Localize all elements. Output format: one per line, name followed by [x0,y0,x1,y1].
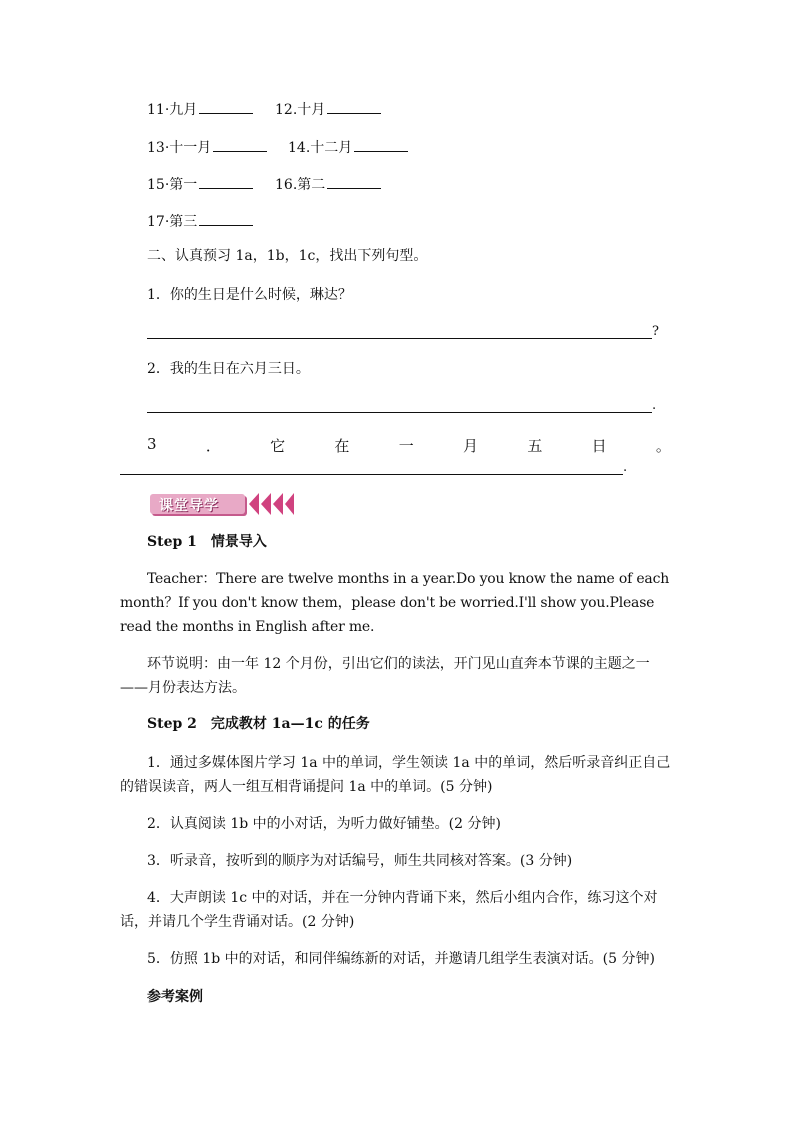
vocab-number: 17 [147,214,165,230]
vocab-item: 15·第一 [147,174,253,194]
step-title: Step 2 完成教材 1a—1c 的任务 [147,716,370,732]
char: 月 [463,437,479,455]
answer-line[interactable] [147,412,652,413]
vocab-word: 第二 [297,177,326,193]
char: 日 [591,437,607,455]
char: 在 [334,437,350,455]
chevron-left-icon [261,493,271,515]
vocab-item: 12.十月 [275,99,381,119]
answer-blank[interactable] [199,99,253,114]
char: 一 [398,437,414,455]
chevron-left-icon [273,493,283,515]
task-item: 2．认真阅读 1b 中的小对话，为听力做好铺垫。(2 分钟) [147,816,501,832]
char: ． [205,437,221,455]
section-banner [150,492,290,516]
vocab-item: 17·第三 [147,211,253,231]
answer-blank[interactable] [199,211,253,226]
vocab-number: 13 [147,140,165,156]
teacher-paragraph: Teacher：There are twelve months in a year.Do you know the name of each month？If you don't know them，please don't be worried.I'll show you.Please read the months in English after me. [120,571,670,635]
chevron-left-icon [249,493,259,515]
vocab-number: 12 [275,102,293,118]
vocab-word: 十一月 [169,140,212,156]
answer-blank[interactable] [327,174,381,189]
task-item: 4．大声朗读 1c 中的对话，并在一分钟内背诵下来，然后小组内合作，练习这个对话，并请几个学生背诵对话。(2 分钟) [120,890,658,930]
line-end-mark: . [652,398,657,413]
sentence-prompt-spread [147,435,671,456]
sentence-prompt: 1．你的生日是什么时候，琳达？ [147,287,352,303]
banner-label: 课堂导学 [159,498,219,514]
vocab-number: 11 [147,102,165,118]
vocab-word: 第一 [169,177,198,193]
step-title: Step 1 情景导入 [147,534,267,550]
vocab-word: 九月 [169,102,198,118]
chevron-left-icon [285,493,294,515]
vocab-number: 16 [275,177,293,193]
vocab-number: 14 [288,140,306,156]
vocab-word: 第三 [169,214,198,230]
note-paragraph: 环节说明：由一年 12 个月份，引出它们的读法，开门见山直奔本节课的主题之一——月份表达方法。 [120,656,650,696]
sentence-prompt: 2．我的生日在六月三日。 [147,361,310,377]
vocab-item: 16.第二 [275,174,381,194]
char: 3 [147,435,157,453]
section-heading: 二、认真预习 1a，1b，1c，找出下列句型。 [147,248,428,264]
char: 。 [655,437,671,455]
answer-blank[interactable] [213,137,267,152]
answer-line[interactable] [147,338,652,339]
vocab-word: 十月 [297,102,326,118]
vocab-item: 13·十一月 [147,137,267,157]
answer-blank[interactable] [327,99,381,114]
vocab-item: 11·九月 [147,99,253,119]
answer-blank[interactable] [199,174,253,189]
char: 五 [527,437,543,455]
char: 它 [270,437,286,455]
answer-blank[interactable] [354,137,408,152]
vocab-item: 14.十二月 [288,137,408,157]
task-item: 3．听录音，按听到的顺序为对话编号，师生共同核对答案。(3 分钟) [147,853,573,869]
task-item: 1．通过多媒体图片学习 1a 中的单词，学生领读 1a 中的单词，然后听录音纠正自己的错误读音，两人一组互相背诵提问 1a 中的单词。(5 分钟) [120,755,671,795]
line-end-mark: ? [652,324,659,339]
line-end-mark: . [623,460,628,475]
answer-line[interactable] [120,474,623,475]
task-item: 5．仿照 1b 中的对话，和同伴编练新的对话，并邀请几组学生表演对话。(5 分钟) [147,951,655,967]
vocab-number: 15 [147,177,165,193]
vocab-word: 十二月 [310,140,353,156]
reference-heading: 参考案例 [147,989,203,1005]
